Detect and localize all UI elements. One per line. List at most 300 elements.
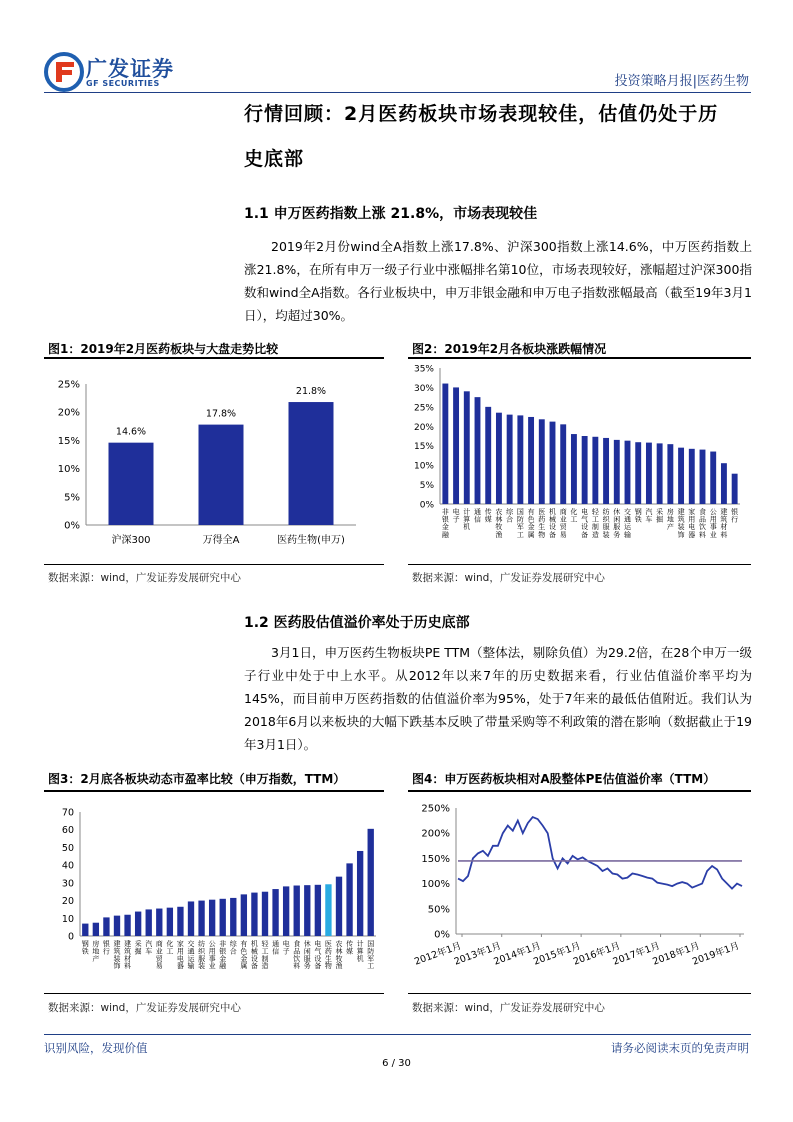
x-tick-label: 工 xyxy=(367,962,375,971)
x-tick-label: 饮 xyxy=(293,954,301,963)
y-tick-label: 30% xyxy=(413,383,434,394)
x-tick-label: 军 xyxy=(516,523,524,532)
x-tick-label: 化 xyxy=(166,940,174,948)
y-tick-label: 25% xyxy=(57,379,80,391)
bar xyxy=(485,407,491,504)
x-tick-label: 运 xyxy=(624,523,631,532)
x-tick-label: 综 xyxy=(229,940,237,948)
x-tick-label: 休 xyxy=(303,940,311,948)
bar xyxy=(283,886,289,936)
x-tick-label: 机 xyxy=(356,954,364,963)
y-tick-label: 0% xyxy=(64,520,80,532)
x-tick-label: 器 xyxy=(176,962,184,971)
y-tick-label: 15% xyxy=(413,442,434,453)
x-tick-label: 食 xyxy=(699,508,706,516)
x-tick-label: 传 xyxy=(346,940,354,948)
fig3-source: 数据来源：wind，广发证券发展研究中心 xyxy=(48,1002,241,1014)
x-tick-label: 金 xyxy=(240,954,248,963)
y-tick-label: 10 xyxy=(61,913,74,925)
y-tick-label: 10% xyxy=(57,464,80,476)
x-tick-label: 运 xyxy=(187,954,195,963)
x-tick-label: 电 xyxy=(282,940,290,948)
x-tick-label: 有 xyxy=(240,940,248,948)
x-tick-label: 易 xyxy=(559,530,567,539)
footer-disclaimer: 请务必阅读末页的免责声明 xyxy=(611,1041,749,1055)
x-tick-label: 筑 xyxy=(720,515,728,524)
bar xyxy=(507,415,513,504)
data-label: 17.8% xyxy=(205,408,237,420)
x-tick-label: 色 xyxy=(240,947,248,956)
x-tick-label: 筑 xyxy=(124,947,132,956)
x-tick-label: 闲 xyxy=(613,515,621,524)
y-tick-label: 0% xyxy=(434,929,450,941)
x-tick-label: 算 xyxy=(356,947,364,956)
fig3-chart xyxy=(44,796,384,992)
y-tick-label: 70 xyxy=(61,807,74,819)
bar xyxy=(689,449,695,504)
x-tick-label: 电 xyxy=(452,508,460,516)
x-tick-label: 械 xyxy=(549,515,556,524)
x-tick-label: 牧 xyxy=(335,954,343,963)
x-tick-label: 电 xyxy=(581,508,589,516)
x-tick-label: 农 xyxy=(495,508,503,516)
x-tick-label: 业 xyxy=(208,962,216,971)
x-tick-label: 业 xyxy=(709,530,717,539)
bar xyxy=(560,424,566,504)
x-tick-label: 材 xyxy=(124,954,132,963)
bar xyxy=(82,924,88,936)
x-tick-label: 属 xyxy=(240,962,248,971)
x-tick-label: 机 xyxy=(549,508,556,516)
x-tick-label: 2016年1月 xyxy=(571,940,622,968)
x-tick-label: 商 xyxy=(155,940,163,948)
x-tick-label: 综 xyxy=(506,508,514,516)
data-label: 21.8% xyxy=(295,386,327,398)
x-tick-label: 防 xyxy=(516,515,524,524)
x-tick-label: 色 xyxy=(527,515,535,524)
x-tick-label: 产 xyxy=(666,523,674,532)
x-tick-label: 用 xyxy=(176,947,184,956)
bar xyxy=(614,440,620,504)
bar xyxy=(230,898,236,936)
bar xyxy=(167,908,173,936)
x-tick-label: 轻 xyxy=(261,940,269,948)
x-tick-label: 农 xyxy=(335,940,343,948)
section-title-line2: 史底部 xyxy=(244,148,305,170)
x-tick-label: 务 xyxy=(303,962,311,971)
bar xyxy=(156,909,162,936)
bar xyxy=(289,402,334,525)
y-tick-label: 15% xyxy=(57,435,80,447)
bar xyxy=(124,915,130,936)
x-tick-label: 建 xyxy=(677,508,685,516)
x-tick-label: 食 xyxy=(293,940,301,948)
x-tick-label: 造 xyxy=(591,530,599,539)
premium-line xyxy=(458,817,742,889)
x-tick-label: 房 xyxy=(92,940,100,948)
x-tick-label: 备 xyxy=(581,530,589,539)
x-tick-label: 银 xyxy=(102,940,110,948)
x-tick-label: 械 xyxy=(250,947,258,956)
fig3-top-rule xyxy=(44,790,384,792)
paragraph-1-1: 2019年2月份wind全A指数上涨17.8%、沪深300指数上涨14.6%，中万医药指数上涨21.8%，在所有申万一级子行业中涨幅排名第10位，市场表现较好，涨幅超过沪深300指数和wind全A指数。各行业板块中，申万非银金融和申万电子指数涨幅最高（截至19年3月1日），均超过30%。 xyxy=(244,239,752,323)
x-tick-label: 银 xyxy=(731,508,739,516)
x-tick-label: 家 xyxy=(176,940,184,948)
x-tick-label: 2012年1月 xyxy=(412,940,464,968)
x-tick-label: 纺 xyxy=(602,508,610,516)
y-tick-label: 40 xyxy=(61,860,74,872)
x-tick-label: 掘 xyxy=(656,515,664,524)
x-tick-label: 饰 xyxy=(677,530,685,539)
x-tick-label: 计 xyxy=(356,940,364,948)
bar xyxy=(272,889,278,936)
fig1-chart xyxy=(44,362,384,562)
x-tick-label: 用 xyxy=(688,515,696,524)
x-tick-label: 造 xyxy=(261,962,269,971)
x-tick-label: 料 xyxy=(720,530,728,539)
x-tick-label: 备 xyxy=(314,962,322,971)
x-tick-label: 采 xyxy=(134,940,142,948)
fig4-bottom-rule xyxy=(408,993,751,994)
x-tick-label: 通 xyxy=(272,940,280,948)
x-tick-label: 国 xyxy=(516,508,524,516)
x-tick-label: 设 xyxy=(314,954,322,963)
x-tick-label: 产 xyxy=(92,954,100,963)
bar xyxy=(700,450,706,504)
x-tick-label: 信 xyxy=(474,515,481,524)
bar xyxy=(721,463,727,504)
bar xyxy=(209,900,215,936)
footer-slogan: 识别风险，发现价值 xyxy=(44,1041,148,1055)
x-tick-label: 林 xyxy=(335,947,343,956)
x-tick-label: 采 xyxy=(656,508,664,516)
x-tick-label: 用 xyxy=(208,947,216,956)
fig4-top-rule xyxy=(408,790,751,792)
bar xyxy=(657,443,663,504)
x-tick-label: 2019年1月 xyxy=(690,940,742,968)
bar xyxy=(114,916,120,936)
x-tick-label: 合 xyxy=(506,515,514,524)
x-tick-label: 交 xyxy=(187,940,195,948)
bar xyxy=(241,894,247,936)
x-tick-label: 工 xyxy=(570,515,578,524)
section-title-line1: 行情回顾：2月医药板块市场表现较佳，估值仍处于历 xyxy=(244,103,719,125)
x-tick-label: 装 xyxy=(113,954,121,963)
x-tick-label: 机 xyxy=(250,940,258,948)
bar xyxy=(103,917,109,936)
x-tick-label: 公 xyxy=(709,508,717,516)
y-tick-label: 25% xyxy=(413,403,434,414)
x-tick-label: 防 xyxy=(367,947,375,956)
bar xyxy=(177,907,183,936)
x-tick-label: 料 xyxy=(293,962,301,971)
x-tick-label: 建 xyxy=(113,940,121,948)
x-tick-label: 制 xyxy=(591,523,599,532)
bar xyxy=(304,885,310,936)
bar xyxy=(496,413,502,504)
x-tick-label: 子 xyxy=(282,947,290,956)
x-tick-label: 汽 xyxy=(645,508,653,516)
fig4-chart xyxy=(408,796,751,992)
fig4-title: 图4：申万医药板块相对A股整体PE估值溢价率（TTM） xyxy=(412,772,716,786)
x-tick-label: 商 xyxy=(559,508,567,516)
x-tick-label: 装 xyxy=(677,523,685,532)
x-tick-label: 业 xyxy=(155,947,163,956)
x-tick-label: 融 xyxy=(219,962,227,971)
x-tick-label: 钢 xyxy=(81,940,89,948)
x-tick-label: 有 xyxy=(527,508,535,516)
bar xyxy=(442,384,448,504)
x-tick-label: 易 xyxy=(155,962,163,971)
x-tick-label: 媒 xyxy=(484,515,492,524)
x-tick-label: 器 xyxy=(688,530,696,539)
bar xyxy=(315,885,321,936)
x-tick-label: 饰 xyxy=(113,962,121,971)
x-tick-label: 休 xyxy=(613,508,621,516)
y-tick-label: 10% xyxy=(413,461,434,472)
heading-1-2: 1.2 医药股估值溢价率处于历史底部 xyxy=(244,615,470,631)
x-tick-label: 信 xyxy=(272,947,280,956)
fig4-source: 数据来源：wind，广发证券发展研究中心 xyxy=(412,1002,605,1014)
y-tick-label: 60 xyxy=(61,825,74,837)
bar xyxy=(368,829,374,936)
x-tick-label: 房 xyxy=(666,508,674,516)
x-tick-label: 纺 xyxy=(198,940,206,948)
x-tick-label: 生 xyxy=(324,954,332,963)
bar xyxy=(294,886,300,936)
x-tick-label: 通 xyxy=(624,515,631,524)
x-tick-label: 传 xyxy=(484,508,492,516)
x-tick-label: 机 xyxy=(463,523,471,532)
x-tick-label: 铁 xyxy=(634,515,642,524)
x-tick-label: 万得全A xyxy=(202,535,240,546)
bar xyxy=(325,884,331,936)
logo-cn: 广发证券 xyxy=(86,57,174,81)
x-tick-label: 事 xyxy=(709,523,717,532)
bar xyxy=(528,417,534,504)
bar xyxy=(262,892,268,936)
bar xyxy=(109,443,154,525)
x-tick-label: 设 xyxy=(581,523,589,532)
y-tick-label: 150% xyxy=(421,853,450,865)
bar xyxy=(710,452,716,504)
y-tick-label: 30 xyxy=(61,878,74,890)
bar xyxy=(582,436,588,504)
x-tick-label: 林 xyxy=(495,515,503,524)
bar xyxy=(453,387,459,504)
y-tick-label: 20 xyxy=(61,896,74,908)
x-tick-label: 织 xyxy=(198,947,206,956)
fig2-title: 图2：2019年2月各板块涨跌幅情况 xyxy=(412,342,607,356)
bar xyxy=(517,415,523,504)
y-tick-label: 0 xyxy=(67,931,74,943)
x-tick-label: 物 xyxy=(538,530,546,539)
x-tick-label: 料 xyxy=(124,962,132,971)
x-tick-label: 服 xyxy=(613,523,621,532)
x-tick-label: 品 xyxy=(293,947,301,956)
bar xyxy=(667,444,673,504)
x-tick-label: 设 xyxy=(549,523,556,532)
x-tick-label: 行 xyxy=(102,947,110,956)
bar xyxy=(135,912,141,936)
x-tick-label: 钢 xyxy=(634,508,642,516)
bar xyxy=(199,425,244,525)
x-tick-label: 掘 xyxy=(134,947,142,956)
bar xyxy=(475,397,481,504)
page-number: 6 / 30 xyxy=(382,1058,411,1069)
x-tick-label: 算 xyxy=(463,515,471,524)
footer-rule xyxy=(44,1034,751,1035)
x-tick-label: 贸 xyxy=(155,954,163,963)
x-tick-label: 贸 xyxy=(559,523,567,532)
x-tick-label: 银 xyxy=(219,947,227,956)
x-tick-label: 品 xyxy=(699,515,706,524)
x-tick-label: 药 xyxy=(324,947,332,956)
x-tick-label: 2015年1月 xyxy=(532,940,583,968)
x-tick-label: 融 xyxy=(441,530,449,539)
x-tick-label: 建 xyxy=(720,508,728,516)
fig2-top-rule xyxy=(408,357,751,359)
x-tick-label: 2017年1月 xyxy=(611,940,662,968)
x-tick-label: 电 xyxy=(176,954,184,963)
x-tick-label: 通 xyxy=(474,508,481,516)
x-tick-label: 闲 xyxy=(303,947,311,956)
heading-1-1: 1.1 申万医药指数上涨 21.8%，市场表现较佳 xyxy=(244,206,538,222)
x-tick-label: 电 xyxy=(688,523,696,532)
bar xyxy=(625,441,631,504)
brand-logo xyxy=(44,52,84,92)
bar xyxy=(93,923,99,936)
x-tick-label: 输 xyxy=(624,530,631,539)
y-tick-label: 35% xyxy=(413,364,434,375)
x-tick-label: 计 xyxy=(463,508,471,516)
gf-logo-icon xyxy=(44,52,84,92)
x-tick-label: 子 xyxy=(452,515,460,524)
x-tick-label: 渔 xyxy=(495,530,503,539)
x-tick-label: 军 xyxy=(367,954,375,963)
x-tick-label: 气 xyxy=(314,947,322,956)
x-tick-label: 用 xyxy=(709,515,717,524)
logo-en: GF SECURITIES xyxy=(86,79,160,88)
bar xyxy=(357,851,363,936)
x-tick-label: 饮 xyxy=(699,523,706,532)
x-tick-label: 建 xyxy=(124,940,132,948)
x-tick-label: 工 xyxy=(591,515,599,524)
bar xyxy=(336,877,342,936)
x-tick-label: 输 xyxy=(187,962,195,971)
y-tick-label: 5% xyxy=(64,492,80,504)
x-tick-label: 属 xyxy=(527,530,535,539)
x-tick-label: 地 xyxy=(92,947,100,956)
data-label: 14.6% xyxy=(115,426,147,438)
x-tick-label: 车 xyxy=(645,515,653,524)
fig3-bottom-rule xyxy=(44,993,384,994)
bar xyxy=(346,863,352,936)
x-tick-label: 电 xyxy=(314,940,322,948)
y-tick-label: 250% xyxy=(421,803,450,815)
x-tick-label: 牧 xyxy=(495,523,503,532)
y-tick-label: 20% xyxy=(413,422,434,433)
x-tick-label: 设 xyxy=(250,954,258,963)
bar xyxy=(188,901,194,936)
bar xyxy=(635,442,641,504)
bar xyxy=(146,909,152,936)
fig1-source: 数据来源：wind，广发证券发展研究中心 xyxy=(48,572,241,584)
bar xyxy=(464,391,470,504)
x-tick-label: 织 xyxy=(602,515,610,524)
bar xyxy=(732,474,738,504)
x-tick-label: 医 xyxy=(538,508,546,516)
x-tick-label: 非 xyxy=(441,508,449,516)
x-tick-label: 服 xyxy=(198,954,206,963)
x-tick-label: 装 xyxy=(198,962,206,971)
x-tick-label: 2013年1月 xyxy=(452,940,503,968)
x-tick-label: 化 xyxy=(570,508,578,516)
y-tick-label: 50% xyxy=(427,904,450,916)
y-tick-label: 200% xyxy=(421,828,450,840)
bar xyxy=(198,901,204,936)
x-tick-label: 工 xyxy=(261,947,269,956)
x-tick-label: 金 xyxy=(441,523,449,532)
x-tick-label: 轻 xyxy=(591,508,599,516)
x-tick-label: 物 xyxy=(324,962,332,971)
x-tick-label: 筑 xyxy=(113,947,121,956)
x-tick-label: 事 xyxy=(208,954,216,963)
fig1-bottom-rule xyxy=(44,564,384,565)
fig2-chart xyxy=(408,360,751,564)
bar xyxy=(220,899,226,936)
x-tick-label: 家 xyxy=(688,508,696,516)
bar xyxy=(678,448,684,504)
bar xyxy=(646,443,652,504)
x-tick-label: 汽 xyxy=(145,940,153,948)
x-tick-label: 务 xyxy=(613,530,621,539)
y-tick-label: 0% xyxy=(419,500,434,511)
x-tick-label: 金 xyxy=(527,523,535,532)
x-tick-label: 非 xyxy=(219,940,227,948)
x-tick-label: 2018年1月 xyxy=(651,940,702,968)
x-tick-label: 服 xyxy=(602,523,610,532)
bar xyxy=(251,893,257,936)
x-tick-label: 料 xyxy=(699,530,706,539)
report-tag: 投资策略月报|医药生物 xyxy=(614,74,749,89)
fig1-title: 图1：2019年2月医药板块与大盘走势比较 xyxy=(48,342,279,356)
x-tick-label: 制 xyxy=(261,954,269,963)
y-tick-label: 100% xyxy=(421,879,450,891)
x-tick-label: 沪深300 xyxy=(111,535,151,546)
y-tick-label: 50 xyxy=(61,842,74,854)
x-tick-label: 国 xyxy=(367,940,375,948)
bar xyxy=(603,438,609,504)
x-tick-label: 材 xyxy=(720,523,728,532)
x-tick-label: 铁 xyxy=(81,947,89,956)
bar xyxy=(571,434,577,504)
x-tick-label: 工 xyxy=(166,947,174,956)
x-tick-label: 金 xyxy=(219,954,227,963)
x-tick-label: 公 xyxy=(208,940,216,948)
x-tick-label: 合 xyxy=(229,947,237,956)
fig2-source: 数据来源：wind，广发证券发展研究中心 xyxy=(412,572,605,584)
fig3-title: 图3：2月底各板块动态市盈率比较（申万指数，TTM） xyxy=(48,772,346,786)
x-tick-label: 通 xyxy=(187,947,195,956)
x-tick-label: 服 xyxy=(303,954,311,963)
bar xyxy=(539,419,545,504)
y-tick-label: 20% xyxy=(57,407,80,419)
x-tick-label: 备 xyxy=(549,530,556,539)
x-tick-label: 装 xyxy=(602,530,610,539)
x-tick-label: 工 xyxy=(516,530,524,539)
bar xyxy=(550,422,556,504)
